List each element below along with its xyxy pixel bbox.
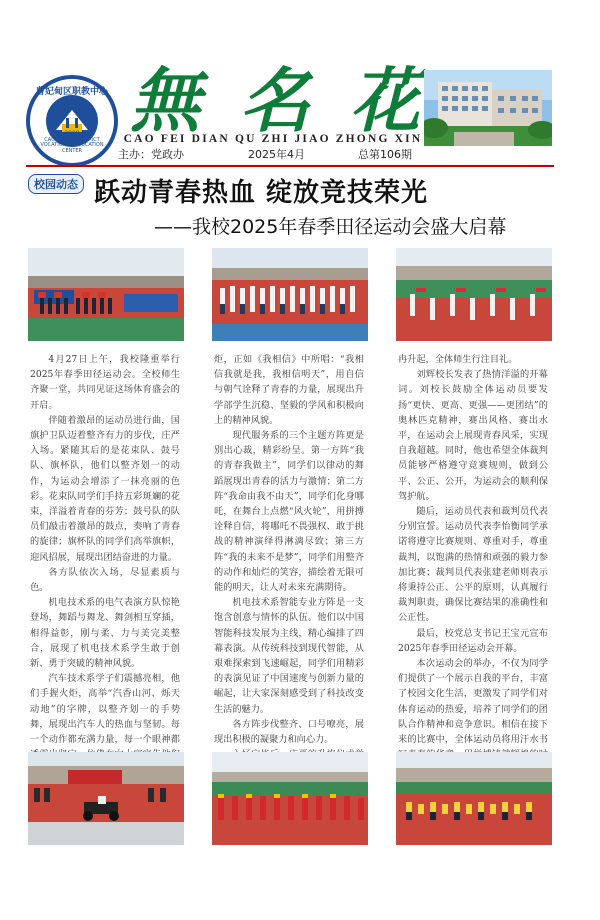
paragraph: 本次运动会的举办，不仅为同学们提供了一个展示自我的平台，丰富了校园文化生活，更激发了同学们对体育运动的热爱，培养了同学们的团队合作精神和竞争意识。相信在接下来的比赛中，全体运动员将用汗水书 (398, 658, 548, 746)
paragraph: 随后，运动员代表和裁判员代表分别宣誓。运动员代表李怡衡同学承诺将遵守比赛规则、尊重对手，尊重裁判，以饱满的热情和顽强的毅力参加比赛；裁判员代表张建老师则表示将秉持公正、公平的原则，认真履行裁判职责，确保比赛结果的准确性和公正性。 (398, 506, 548, 624)
flag-team-photo (212, 752, 368, 845)
formation-photo (212, 248, 368, 341)
paragraph: 炬，正如《我相信》中所唱：“我相信我就是我，我相信明天”，用自信与朝气诠释了青春的力量，展现出升学部学生沉稳、坚毅的学风和积极向上的精神风貌。 (214, 354, 364, 426)
paragraph: 汽车技术系学子们震撼亮相，他们手握火炬，高举“汽香山河、烁天动地”的字牌，以整齐划一的手势舞，展现出汽车人的热血与坚韧。每一个动作都充满力量，每一个眼神都 (30, 673, 180, 746)
logo-text-top: 曹妃甸区职教中心 (35, 87, 108, 97)
paragraph: 4月27日上午，我校隆重举行2025年春季田径运动会。全校师生齐聚一堂，共同见证这场体育盛会的开启。 (30, 354, 180, 411)
title-char-3: 花 (350, 59, 420, 142)
paragraph: 刘辉校长发表了热情洋溢的开幕词。刘校长鼓励全体运动员要发扬“更快、更高、更强——更团结”的奥林匹克精神，赛出风格、赛出水平，在运动会上展现青春风采，实现自我超越。同时，他也希望全体裁判员能够严格遵守竞赛规则，做到公平、公正、公开，为运动会的顺利保驾护航。 (398, 369, 548, 502)
title-char-2: 名 (240, 59, 310, 142)
article-column-1 (30, 352, 180, 793)
paragraph: 各方队依次入场，尽显素质与色。 (30, 566, 180, 594)
group-performance-photo (396, 752, 552, 845)
subheadline: ——我校2025年春季田径运动会盛大启幕 (154, 216, 507, 238)
paragraph: 现代服务系的三个主题方阵更是别出心裁，精彩纷呈。第一方阵“我的青春我做主”，同学们以律动的舞蹈展现出青春的活力与激情；第二方阵“我命由我不由天”，同学们化身哪吒，在舞台上点燃“风火轮”，用拼搏诠释自信，将哪吒不畏强权、敢于挑战的精神演绎得淋漓尽致；第三方阵“我的未来不是梦”，同学们用整齐的动作和灿烂的笑容，描绘着无限可能的明天，让人对未来充满期待。 (214, 430, 364, 594)
paragraph: 各方阵步伐整齐、口号嘹亮，展现出积极的凝聚力和向心力。 (214, 718, 364, 746)
masthead-divider (26, 165, 554, 167)
campus-building-photo (424, 70, 552, 146)
paragraph: 冉升起，全体师生行注目礼。 (398, 354, 518, 365)
article-column-3 (398, 352, 548, 793)
issue-number: 总第106期 (358, 148, 412, 161)
parade-photo (28, 248, 184, 341)
drill-photo (396, 248, 552, 341)
logo-year: 2008 (64, 130, 80, 137)
title-pinyin: CAO FEI DIAN QU ZHI JIAO ZHONG XIN (123, 133, 423, 145)
headline: 跃动青春热血 绽放竞技荣光 (94, 178, 429, 208)
section-tag: 校园动态 (28, 174, 84, 194)
paragraph: 机电技术系的电气表演方队惊艳登场，舞蹈与舞龙、舞剑相互穿插，相得益彰，刚与柔、力与美完美整合，展现了机电技术系学生敢于创新、勇于突破的精神风貌。 (30, 597, 180, 670)
newspaper-title (130, 59, 420, 142)
logo-text-bottom: CAOFEIDIAN DISTRICT VOCATIONAL EDUCATION CENTER (40, 136, 104, 154)
article-column-2 (214, 352, 364, 778)
title-char-1: 無 (130, 59, 200, 142)
issue-date: 2025年4月 (248, 148, 305, 161)
school-logo (26, 75, 118, 167)
paragraph: 机电技术系智能专业方阵是一支饱含创意与情怀的队伍。他们以中国智能科技发展为主线，精心编排了四幕表演。从传统科技到现代智能，从艰难探索到飞速崛起，同学们用精彩的表演见证了中国速度与创新力量的崛起，让大家深刻感受到了科技改变生活的魅力。 (214, 597, 364, 715)
paragraph: 伴随着激昂的运动员进行曲，国旗护卫队迈着整齐有力的步伐，庄严入场。紧随其后的是花束队、鼓号队、旗杯队，他们以整齐划一的动作，为运动会增添了一抹亮丽的色彩。花束队同学们手持五彩斑斓的花束，洋溢着青春的芬芳；鼓号队的队员们敲击着激昂的鼓点，奏响了青春的旋律；旗杯队的同学们高举旗帜，迎风招展，展现出团结奋进的力量。 (30, 414, 180, 563)
paragraph: 最后，校党总支书记王宝元宣布2025年春季田径运动会开幕。 (398, 627, 548, 654)
go-kart-photo (28, 752, 184, 845)
sponsor-text: 主办：党政办 (118, 148, 184, 161)
